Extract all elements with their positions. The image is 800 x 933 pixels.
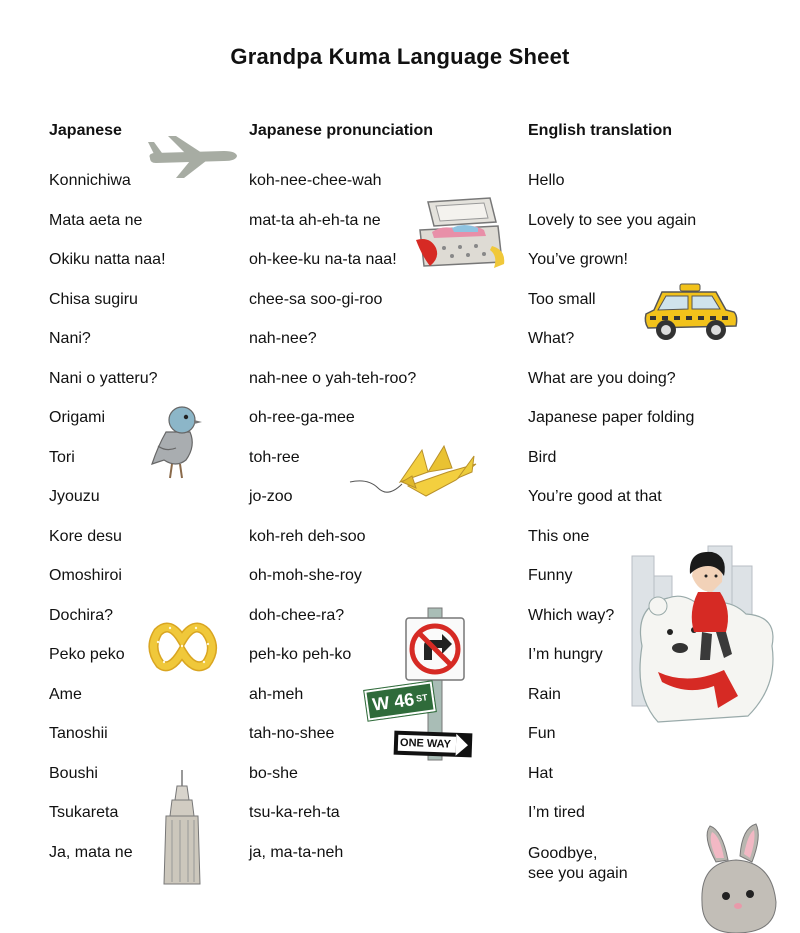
vocab-row [0, 843, 800, 882]
vocab-row [0, 251, 800, 275]
vocab-row [0, 172, 800, 196]
pronunciation-text: mat-ta ah-eh-ta ne [249, 211, 381, 229]
page-title: Grandpa Kuma Language Sheet [230, 44, 570, 69]
english-translation: I’m hungry [528, 646, 603, 663]
header-english: English translation [528, 122, 673, 139]
japanese-word: Tori [49, 448, 75, 466]
pronunciation-text: jo-zoo [249, 488, 293, 505]
japanese-word: Mata aeta ne [49, 211, 143, 229]
english-translation: Hat [528, 764, 553, 782]
pronunciation-text: chee-sa soo-gi-roo [249, 290, 383, 308]
pronunciation-text: bo-she [249, 764, 298, 782]
japanese-word: Ame [49, 685, 82, 703]
skyscraper-icon [160, 770, 204, 886]
pronunciation-text: nah-nee o yah-teh-roo? [249, 369, 417, 387]
english-translation: Hello [528, 172, 565, 189]
polar-bear-with-child-illustration [628, 536, 778, 724]
header-japanese: Japanese [49, 122, 122, 139]
english-translation: Too small [528, 290, 596, 308]
japanese-word: Boushi [49, 764, 98, 782]
pronunciation-text: toh-ree [249, 448, 300, 466]
vocab-row [0, 409, 800, 433]
one-way-arrow-head [456, 734, 469, 756]
japanese-word: Tanoshii [49, 725, 108, 742]
pronunciation-text: koh-reh deh-soo [249, 527, 366, 545]
paper-crane-icon [348, 442, 480, 502]
english-translation: Rain [528, 685, 561, 703]
vocab-row [0, 765, 800, 789]
one-way-label: ONE WAY [399, 736, 452, 751]
pronunciation-text: peh-ko peh-ko [249, 646, 352, 663]
street-suffix-label: ST [415, 692, 429, 704]
japanese-word: Konnichiwa [49, 172, 131, 189]
japanese-word: Nani? [49, 330, 91, 347]
header-pronunciation: Japanese pronunciation [249, 122, 434, 139]
pronunciation-text: tah-no-shee [249, 725, 335, 742]
english-translation: Funny [528, 567, 573, 584]
japanese-word: Kore desu [49, 527, 122, 545]
english-translation: Goodbye, see you again [528, 844, 628, 882]
pronunciation-text: ah-meh [249, 685, 304, 703]
english-translation: Bird [528, 448, 557, 466]
pronunciation-text: oh-ree-ga-mee [249, 409, 355, 426]
english-translation: I’m tired [528, 804, 585, 821]
english-translation: You’ve grown! [528, 251, 628, 268]
english-translation: Japanese paper folding [528, 409, 695, 426]
pronunciation-text: oh-kee-ku na-ta naa! [249, 251, 397, 268]
japanese-word: Okiku natta naa! [49, 251, 166, 268]
pronunciation-text: tsu-ka-reh-ta [249, 804, 340, 821]
japanese-word: Omoshiroi [49, 567, 122, 584]
pronunciation-text: oh-moh-she-roy [249, 567, 362, 584]
english-translation: Fun [528, 725, 556, 742]
vocab-row [0, 212, 800, 236]
english-translation: What? [528, 330, 575, 347]
japanese-word: Tsukareta [49, 804, 119, 821]
pigeon-icon [146, 402, 206, 482]
japanese-word: Nani o yatteru? [49, 369, 158, 387]
english-translation: Which way? [528, 606, 615, 624]
english-translation: This one [528, 527, 590, 545]
bunny-icon [696, 822, 800, 933]
one-way-sign [394, 731, 473, 758]
pretzel-icon [146, 618, 220, 676]
japanese-word: Ja, mata ne [49, 843, 133, 861]
pronunciation-text: ja, ma-ta-neh [249, 843, 344, 861]
airplane-icon [146, 134, 240, 180]
pronunciation-text: nah-nee? [249, 330, 317, 347]
english-translation: What are you doing? [528, 369, 676, 387]
japanese-word: Chisa sugiru [49, 290, 138, 308]
vocab-row [0, 804, 800, 828]
japanese-word: Origami [49, 409, 106, 426]
street-name-label: W 46 [371, 689, 416, 715]
suitcase-icon [414, 196, 510, 274]
japanese-word: Jyouzu [49, 488, 100, 505]
japanese-word: Peko peko [49, 646, 125, 663]
taxi-icon [642, 282, 740, 346]
english-translation: Lovely to see you again [528, 211, 697, 229]
english-translation: You’re good at that [528, 488, 662, 505]
vocab-row [0, 370, 800, 394]
pronunciation-text: koh-nee-chee-wah [249, 172, 382, 189]
pronunciation-text: doh-chee-ra? [249, 606, 345, 624]
japanese-word: Dochira? [49, 606, 114, 624]
